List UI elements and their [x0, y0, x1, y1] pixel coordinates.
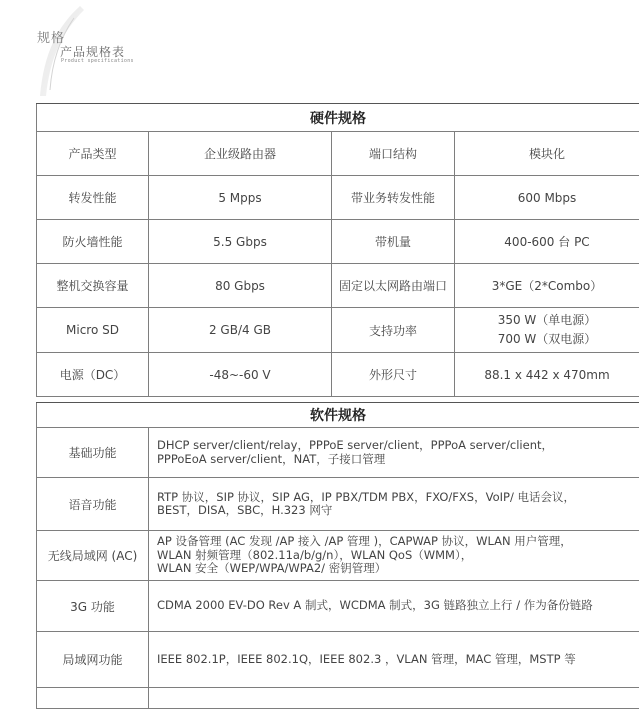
spec-label: 产品类型 [37, 132, 149, 176]
feature-content [149, 478, 639, 531]
spec-value [455, 308, 639, 353]
hardware-spec-table [36, 103, 639, 397]
empty-cell [37, 688, 149, 709]
spec-value: 400-600 台 PC [455, 220, 639, 264]
header-subtitle: 产品规格表 [60, 43, 125, 60]
feature-line: DHCP server/client/relay，PPPoE server/client，PPPoA server/client， [157, 439, 639, 453]
spec-label: Micro SD [37, 308, 149, 353]
feature-content [149, 581, 639, 632]
table-row [37, 264, 639, 308]
spec-label: 外形尺寸 [332, 353, 455, 397]
spec-label: 固定以太网路由端口 [332, 264, 455, 308]
feature-line: IEEE 802.1P，IEEE 802.1Q，IEEE 802.3 ，VLAN 管理，MAC 管理，MSTP 等 [157, 653, 639, 667]
empty-cell [149, 688, 639, 709]
spec-label: 整机交换容量 [37, 264, 149, 308]
spec-label: 带机量 [332, 220, 455, 264]
feature-label: 基础功能 [37, 428, 149, 478]
feature-content [149, 428, 639, 478]
feature-line: WLAN 射频管理（802.11a/b/g/n），WLAN QoS（WMM）， [157, 549, 639, 563]
feature-line: BEST，DISA，SBC，H.323 网守 [157, 504, 639, 518]
spec-value: 5.5 Gbps [149, 220, 332, 264]
spec-label: 端口结构 [332, 132, 455, 176]
table-row [37, 176, 639, 220]
spec-value: 企业级路由器 [149, 132, 332, 176]
feature-label: 无线局域网 (AC) [37, 531, 149, 581]
spec-label: 电源（DC） [37, 353, 149, 397]
table-row [37, 308, 639, 353]
spec-value: 80 Gbps [149, 264, 332, 308]
feature-line: WLAN 安全（WEP/WPA/WPA2/ 密钥管理） [157, 562, 639, 576]
header-title: 规格 [37, 27, 65, 46]
spec-value: 模块化 [455, 132, 639, 176]
header-subtitle-en: Product specifications [61, 58, 134, 64]
spec-value: 88.1 x 442 x 470mm [455, 353, 639, 397]
feature-content [149, 531, 639, 581]
table-row [37, 353, 639, 397]
feature-line: PPPoEoA server/client，NAT，子接口管理 [157, 453, 639, 467]
spec-value: 5 Mpps [149, 176, 332, 220]
table-row [37, 478, 639, 531]
spec-value-line: 700 W（双电源） [455, 330, 639, 349]
spec-value: 2 GB/4 GB [149, 308, 332, 353]
software-title: 软件规格 [37, 403, 639, 428]
table-row [37, 632, 639, 688]
spec-value-line: 350 W（单电源） [455, 311, 639, 330]
software-spec-table [36, 402, 639, 709]
table-row [37, 428, 639, 478]
table-row [37, 220, 639, 264]
feature-label: 语音功能 [37, 478, 149, 531]
feature-line: CDMA 2000 EV-DO Rev A 制式，WCDMA 制式，3G 链路独立上行 / 作为备份链路 [157, 599, 639, 613]
feature-label: 3G 功能 [37, 581, 149, 632]
feature-line: AP 设备管理 (AC 发现 /AP 接入 /AP 管理 )，CAPWAP 协议，WLAN 用户管理， [157, 535, 639, 549]
spec-label: 支持功率 [332, 308, 455, 353]
feature-line: RTP 协议，SIP 协议，SIP AG，IP PBX/TDM PBX，FXO/FXS，VoIP/ 电话会议， [157, 491, 639, 505]
table-row [37, 132, 639, 176]
page-header [0, 0, 200, 100]
feature-content [149, 632, 639, 688]
table-row [37, 531, 639, 581]
hardware-title: 硬件规格 [37, 104, 639, 132]
spec-label: 防火墙性能 [37, 220, 149, 264]
spec-value: -48~-60 V [149, 353, 332, 397]
table-row [37, 688, 639, 709]
feature-label: 局域网功能 [37, 632, 149, 688]
spec-label: 带业务转发性能 [332, 176, 455, 220]
spec-label: 转发性能 [37, 176, 149, 220]
spec-value: 600 Mbps [455, 176, 639, 220]
spec-value: 3*GE（2*Combo） [455, 264, 639, 308]
table-row [37, 581, 639, 632]
